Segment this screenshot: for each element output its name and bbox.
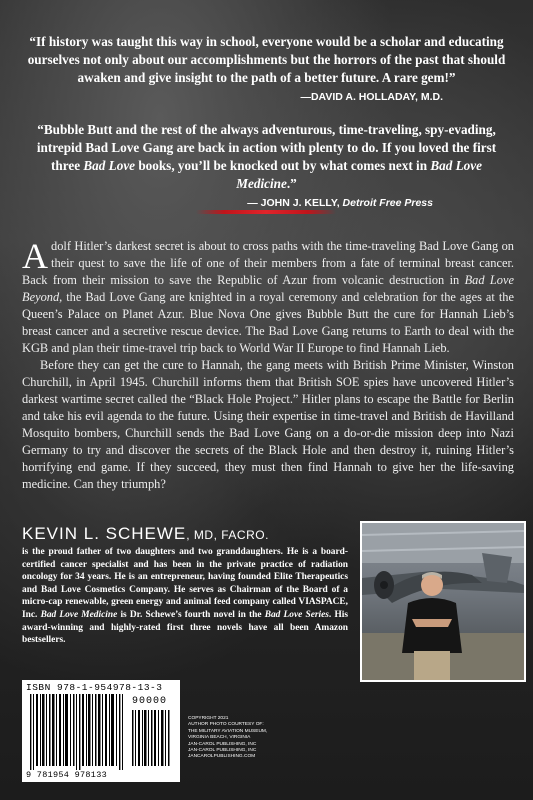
isbn-number: ISBN 978-1-954978-13-3 — [26, 682, 163, 693]
synopsis-text: dolf Hitler’s darkest secret is about to cross paths with the time-traveling Bad Love Gang on their quest to save the life of one of their members from a fate of terminal breast cancer. Back from their mission to save the Republic of Azur from volcanic destruction in — [22, 239, 514, 287]
bio-text: is Dr. Schewe’s fourth novel in the — [117, 609, 265, 620]
quote-text: “If history was taught this way in school, everyone would be a scholar and educating ourselves not only about our accomplishments but the horrors of the past that should awaken and give insight to the path of a better future. A rare gem!” — [27, 34, 506, 85]
credit-line: THE MILITARY AVIATION MUSEUM, — [188, 728, 268, 734]
bio-series-title: Bad Love Series — [264, 609, 329, 620]
credit-line: AUTHOR PHOTO COURTESY OF: — [188, 722, 264, 728]
quote-text-part: “Bubble Butt and the rest of the always adventurous, time-traveling, spy-evading, intrepid Bad Love Gang are back in action with plenty to do. If you loved the first three — [36, 122, 497, 173]
synopsis-paragraph-2: Before they can get the cure to Hannah, the gang meets with British Prime Minister, Winston Churchill, in April 1945. Churchill informs them that British SOE spies have uncovered Hitler’s darkest wartime secret called the “Black Hole Project.” Hitler plans to escape the Battle for Berlin and take his evil agenda to the future. Using their expertise in time-travel and British de Havilland Mosquito bombers, Churchill sends the Bad Love Gang on a do-or-die mission deep into Nazi Germany to try and discover the secrets of the Black Hole and then destroy it, ruining Hitler’s horrifying end game. If they succeed, they must then find Hannah to give her the life-saving medicine. Can they triumph? — [22, 358, 514, 491]
endorsement-quote-kelly — [22, 121, 511, 212]
quote-text-part: .” — [286, 176, 297, 191]
drop-cap: A — [22, 236, 48, 276]
barcode-digits: 9 781954 978133 — [26, 770, 108, 780]
attribution-source: Detroit Free Press — [342, 197, 433, 209]
quote-text-part: books, you’ll be knocked out by what comes next in — [135, 158, 431, 173]
author-heading — [22, 524, 269, 544]
isbn-barcode — [22, 680, 180, 782]
red-divider — [196, 210, 336, 214]
bio-text: is the proud father of two daughters and two granddaughters. He is a board-certified cancer specialist and has been in the private practice of radiation oncology for 34 years. He is an entrepreneur, having founded Elite Therapeutics and Bad Love Cosmetics Company. He serves as Chairman of the Board of a micro-cap renewable, green energy and animal feed company called VIASPACE, Inc. — [22, 547, 348, 620]
author-bio — [22, 546, 348, 647]
attribution-name: — JOHN J. KELLY, — [247, 197, 343, 209]
author-photo — [360, 521, 526, 682]
bio-text: . His award-winning and highly-rated first three novels have all been Amazon bestsellers. — [22, 609, 349, 646]
credit-line: COPYRIGHT 2021 — [188, 716, 229, 721]
endorsement-quote-holladay — [22, 33, 511, 106]
synopsis-paragraph-1 — [22, 238, 514, 357]
credit-line: JANCAROLPUBLISHING.COM — [188, 754, 256, 760]
price-code: 90000 — [132, 696, 168, 707]
credit-line: JAN-CAROL PUBLISHING, INC — [188, 748, 257, 754]
synopsis-text: , the Bad Love Gang are knighted in a royal ceremony and celebration for the ages at the Queen’s Palace on Planet Azur. Blue Nova One gives Bubble Butt the cure for Hannah Lieb’s breast cancer and a secretive rescue device. The Bad Love Gang returns to Earth to deal with the KGB and plan their time-travel trip back to World War II Europe to find Hannah Lieb. — [22, 290, 514, 355]
synopsis-book-title: Bad Love Beyond — [22, 273, 514, 304]
copyright-credits — [188, 716, 348, 761]
credit-line: JAN-CAROL PUBLISHING, INC — [188, 741, 257, 747]
quote-title-italic: Bad Love Medicine — [236, 158, 482, 191]
author-credentials: , MD, FACRO. — [186, 528, 269, 542]
book-synopsis — [22, 238, 514, 493]
credit-line: VIRGINIA BEACH, VIRGINIA — [188, 735, 251, 741]
quote-title-italic: Bad Love — [83, 158, 136, 173]
barcode-bars — [22, 680, 180, 782]
bio-book-title: Bad Love Medicine — [40, 609, 118, 620]
author-photo-illustration — [362, 523, 524, 680]
quote-attribution: —DAVID A. HOLLADAY, M.D. — [300, 91, 443, 103]
author-name: KEVIN L. SCHEWE — [22, 524, 187, 543]
